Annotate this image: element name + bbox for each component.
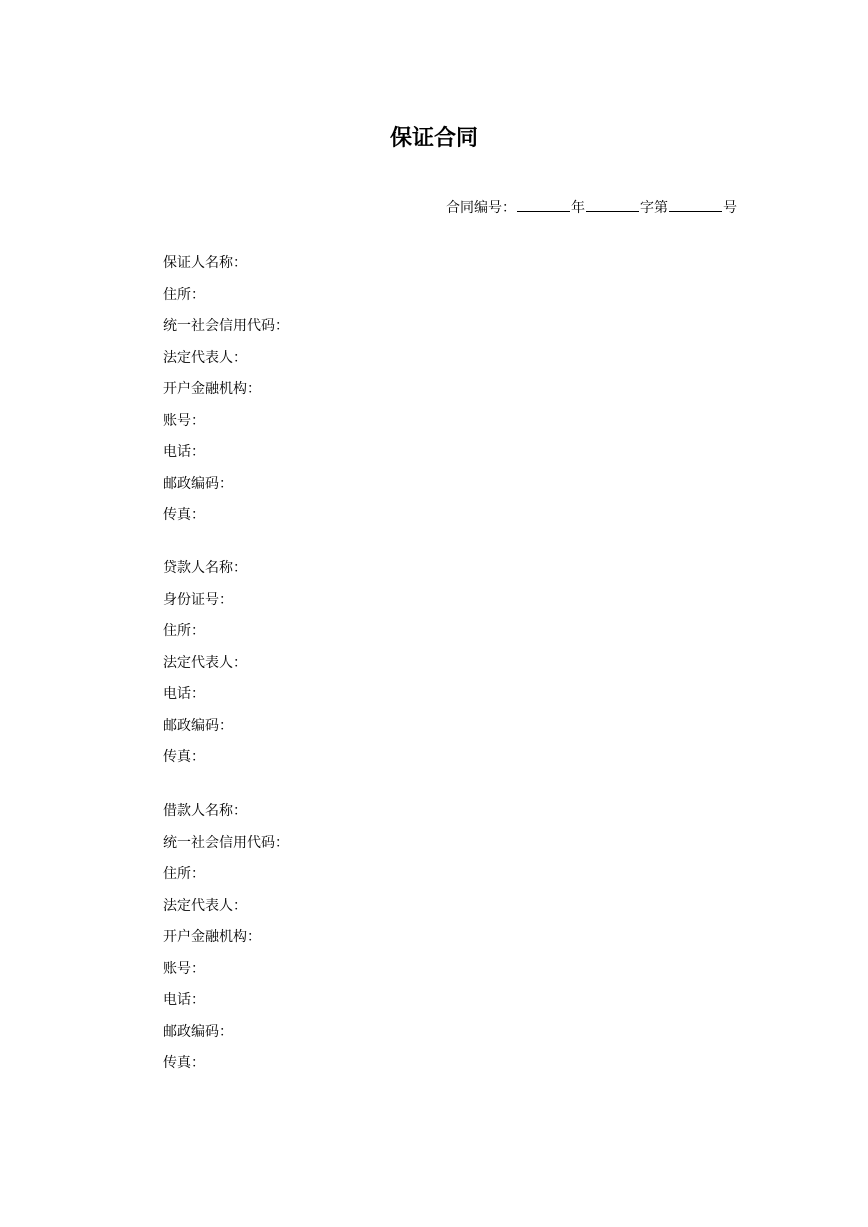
borrower-postcode-field: 邮政编码： xyxy=(163,1023,233,1040)
guarantor-account-field: 账号： xyxy=(163,412,205,429)
lender-address-field: 住所： xyxy=(163,623,205,639)
contract-number-line xyxy=(446,197,737,219)
contract-year-suffix: 年 xyxy=(571,200,585,216)
lender-id-number-field: 身份证号： xyxy=(163,591,233,608)
contract-number-blank[interactable] xyxy=(669,197,722,212)
lender-phone-field: 电话： xyxy=(163,686,205,702)
guarantor-address-field: 住所： xyxy=(163,286,205,303)
lender-legal-rep-field: 法定代表人： xyxy=(163,654,247,671)
lender-postcode-field: 邮政编码： xyxy=(163,717,233,734)
guarantor-fax-field: 传真： xyxy=(163,507,205,523)
guarantor-postcode-field: 邮政编码： xyxy=(163,475,233,492)
borrower-credit-code-field: 统一社会信用代码： xyxy=(163,834,289,851)
guarantor-phone-field: 电话： xyxy=(163,444,205,460)
borrower-account-field: 账号： xyxy=(163,960,205,977)
contract-number-label: 合同编号： xyxy=(446,200,516,216)
borrower-name-field: 借款人名称： xyxy=(163,803,247,819)
guarantor-bank-field: 开户金融机构： xyxy=(163,381,261,397)
borrower-legal-rep-field: 法定代表人： xyxy=(163,897,247,914)
contract-char-blank[interactable] xyxy=(586,197,639,212)
guarantor-name-field: 保证人名称： xyxy=(163,255,247,271)
guarantor-section xyxy=(163,252,723,536)
borrower-bank-field: 开户金融机构： xyxy=(163,929,261,945)
borrower-phone-field: 电话： xyxy=(163,992,205,1008)
lender-name-field: 贷款人名称： xyxy=(163,560,247,576)
contract-year-blank[interactable] xyxy=(517,197,570,212)
lender-section xyxy=(163,557,723,778)
borrower-section xyxy=(163,800,723,1084)
page-title: 保证合同 xyxy=(389,125,478,151)
lender-fax-field: 传真： xyxy=(163,749,205,765)
borrower-address-field: 住所： xyxy=(163,866,205,882)
guarantor-credit-code-field: 统一社会信用代码： xyxy=(163,318,289,334)
guarantor-legal-rep-field: 法定代表人： xyxy=(163,349,247,366)
contract-char-suffix: 字第 xyxy=(640,200,668,216)
contract-number-suffix: 号 xyxy=(723,200,737,216)
borrower-fax-field: 传真： xyxy=(163,1055,205,1071)
